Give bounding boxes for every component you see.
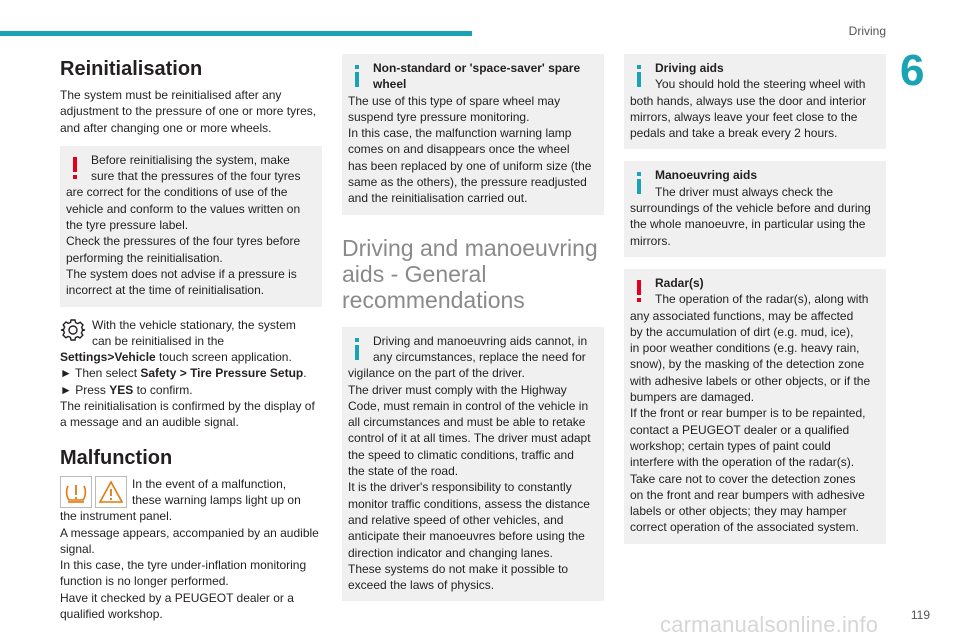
info-box-recommendations: Driving and manoeuvring aids cannot, in any circumstances, replace the need for vigilance on the part of the driver. The driver must comply with the Highway Code, must remain in control of the vehicle in all circumstances and must be able to retake control of it at all times. The driver must adapt the speed to climatic conditions, traffic and the state of the road. It is the driver's responsibility to constantly monitor traffic conditions, assess the distance and relative speed of other vehicles, and anticipate their manoeuvres before using the direction indicator and changing lanes. These systems do not make it possible to exceed the laws of physics. <box>342 327 604 602</box>
reinitialisation-title: Reinitialisation <box>60 58 203 80</box>
column-3 <box>624 54 886 554</box>
column-2 <box>342 54 604 611</box>
page-number: 119 <box>910 608 930 622</box>
info-box-spare-wheel: Non-standard or 'space-saver' spare wheel The use of this type of spare wheel may suspend tyre pressure monitoring. In this case, the malfunction warning lamp comes on and disappears once the wheel has been replaced by one of uniform size (the same as the others), the pressure readjusted and the reinitialisation carried out. <box>342 54 604 215</box>
info-icon <box>350 337 364 361</box>
driving-aids-heading: Driving and manoeuvring aids - General recommendations <box>342 234 598 313</box>
warning-exclamation-icon <box>68 156 82 180</box>
info-icon <box>632 171 646 195</box>
gear-icon <box>60 317 86 343</box>
info-icon <box>350 64 364 88</box>
section-title: Driving <box>848 24 886 38</box>
tyre-warning-lamp-icon <box>60 476 92 508</box>
top-accent-bar <box>0 31 472 36</box>
warning-box-reinit: Before reinitialising the system, make sure that the pressures of the four tyres are correct for the conditions of use of the vehicle and conform to the values written on the tyre pressure label. Check the pressures of the four tyres before performing the reinitialisation. The system does not advise if a pressure is incorrect at the time of reinitialisation. <box>60 146 322 307</box>
malfunction-title: Malfunction <box>60 446 173 469</box>
warning-exclamation-icon <box>632 279 646 303</box>
info-box-manoeuvring-aids: Manoeuvring aids The driver must always check the surroundings of the vehicle before and during the whole manoeuvre, in particular using the mirrors. <box>624 161 886 256</box>
malfunction-text: In the event of a malfunction, these warning lamps light up on the instrument panel. A message appears, accompanied by an audible signal. In this case, the tyre under-inflation monitoring function is no longer performed. Have it checked by a PEUGEOT dealer or a qualified workshop. <box>60 476 319 622</box>
chapter-number: 6 <box>900 46 925 95</box>
info-box-driving-aids: Driving aids You should hold the steering wheel with both hands, always use the door and interior mirrors, always leave your feet close to the pedals and take a break every 2 hours. <box>624 54 886 149</box>
watermark: carmanualsonline.info <box>660 612 879 637</box>
column-1 <box>60 54 322 622</box>
service-warning-lamp-icon <box>95 476 127 508</box>
warning-box-radar: Radar(s) The operation of the radar(s), along with any associated functions, may be affected by the accumulation of dirt (e.g. mud, ice), in poor weather conditions (e.g. heavy rain, snow), by the masking of the detection zone with adhesive labels or other objects, or if the bumpers are damaged. If the front or rear bumper is to be repainted, contact a PEUGEOT dealer or a qualified workshop; certain types of paint could interfere with the operation of the radar(s). Take care not to cover the detection zones on the front and rear bumpers with adhesive labels or other objects; they may hamper correct operation of the associated system. <box>624 269 886 544</box>
reinit-intro: The system must be reinitialised after any adjustment to the pressure of one or more tyres, and after changing one or more wheels. <box>60 88 317 135</box>
reinit-steps: With the vehicle stationary, the system can be reinitialised in the Settings>Vehicle touch screen application. ► Then select Safety > Tire Pressure Setup. ► Press YES to confirm. The reinitialisation is confirmed by the display of a message and an audible signal. <box>60 317 315 430</box>
info-icon <box>632 64 646 88</box>
